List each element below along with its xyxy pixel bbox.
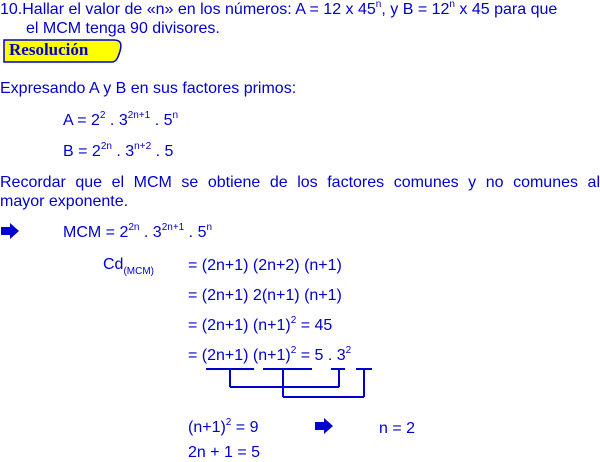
remember-line-1: Recordar que el MCM se obtiene de los factores comunes y no comunes al <box>0 174 600 191</box>
result-last: 2n + 1 = 5 <box>188 444 261 461</box>
cd-step-3: = (2n+1) $(n+1)^2 = 45$ <box>188 315 333 334</box>
result-left: $(n+1)^2 = 9$ <box>188 417 259 436</box>
cd-step-1: = (2n+1) (2n+2) (n+1) <box>188 257 342 274</box>
cd-step-4: = (2n+1) $(n+1)^2 = 5$ . $3^2$ <box>188 345 352 364</box>
problem-line-2: el MCM tenga 90 divisores. <box>26 20 220 37</box>
cd-label: $Cd_{(MCM)}$ <box>103 256 154 277</box>
equation-b: $B = 2^{2n}$ . $3^{n+2}$ . 5 <box>63 141 174 160</box>
result-right: n = 2 <box>379 420 416 437</box>
problem-line-1: 10.Hallar el valor de «n» en los números: A = 12 x 45$^n$, y $B = 12^n$ x 45 para que <box>0 0 558 18</box>
resolucion-badge <box>2 38 122 62</box>
intro-text: Expresando A y B en sus factores primos: <box>0 80 297 97</box>
right-arrow-icon <box>0 223 20 239</box>
resolucion-label: Resolución <box>9 40 89 59</box>
cd-step-2: = (2n+1) 2(n+1) (n+1) <box>188 287 342 304</box>
equation-a: $A = 2^2$ . $3^{2n+1}$ . 5$^n$ <box>63 110 179 129</box>
remember-line-2: mayor exponente. <box>0 193 129 210</box>
mcm-equation: MCM = $2^{2n}$ . $3^{2n+1}$ . 5$^n$ <box>63 222 213 241</box>
right-arrow-icon <box>314 418 334 434</box>
